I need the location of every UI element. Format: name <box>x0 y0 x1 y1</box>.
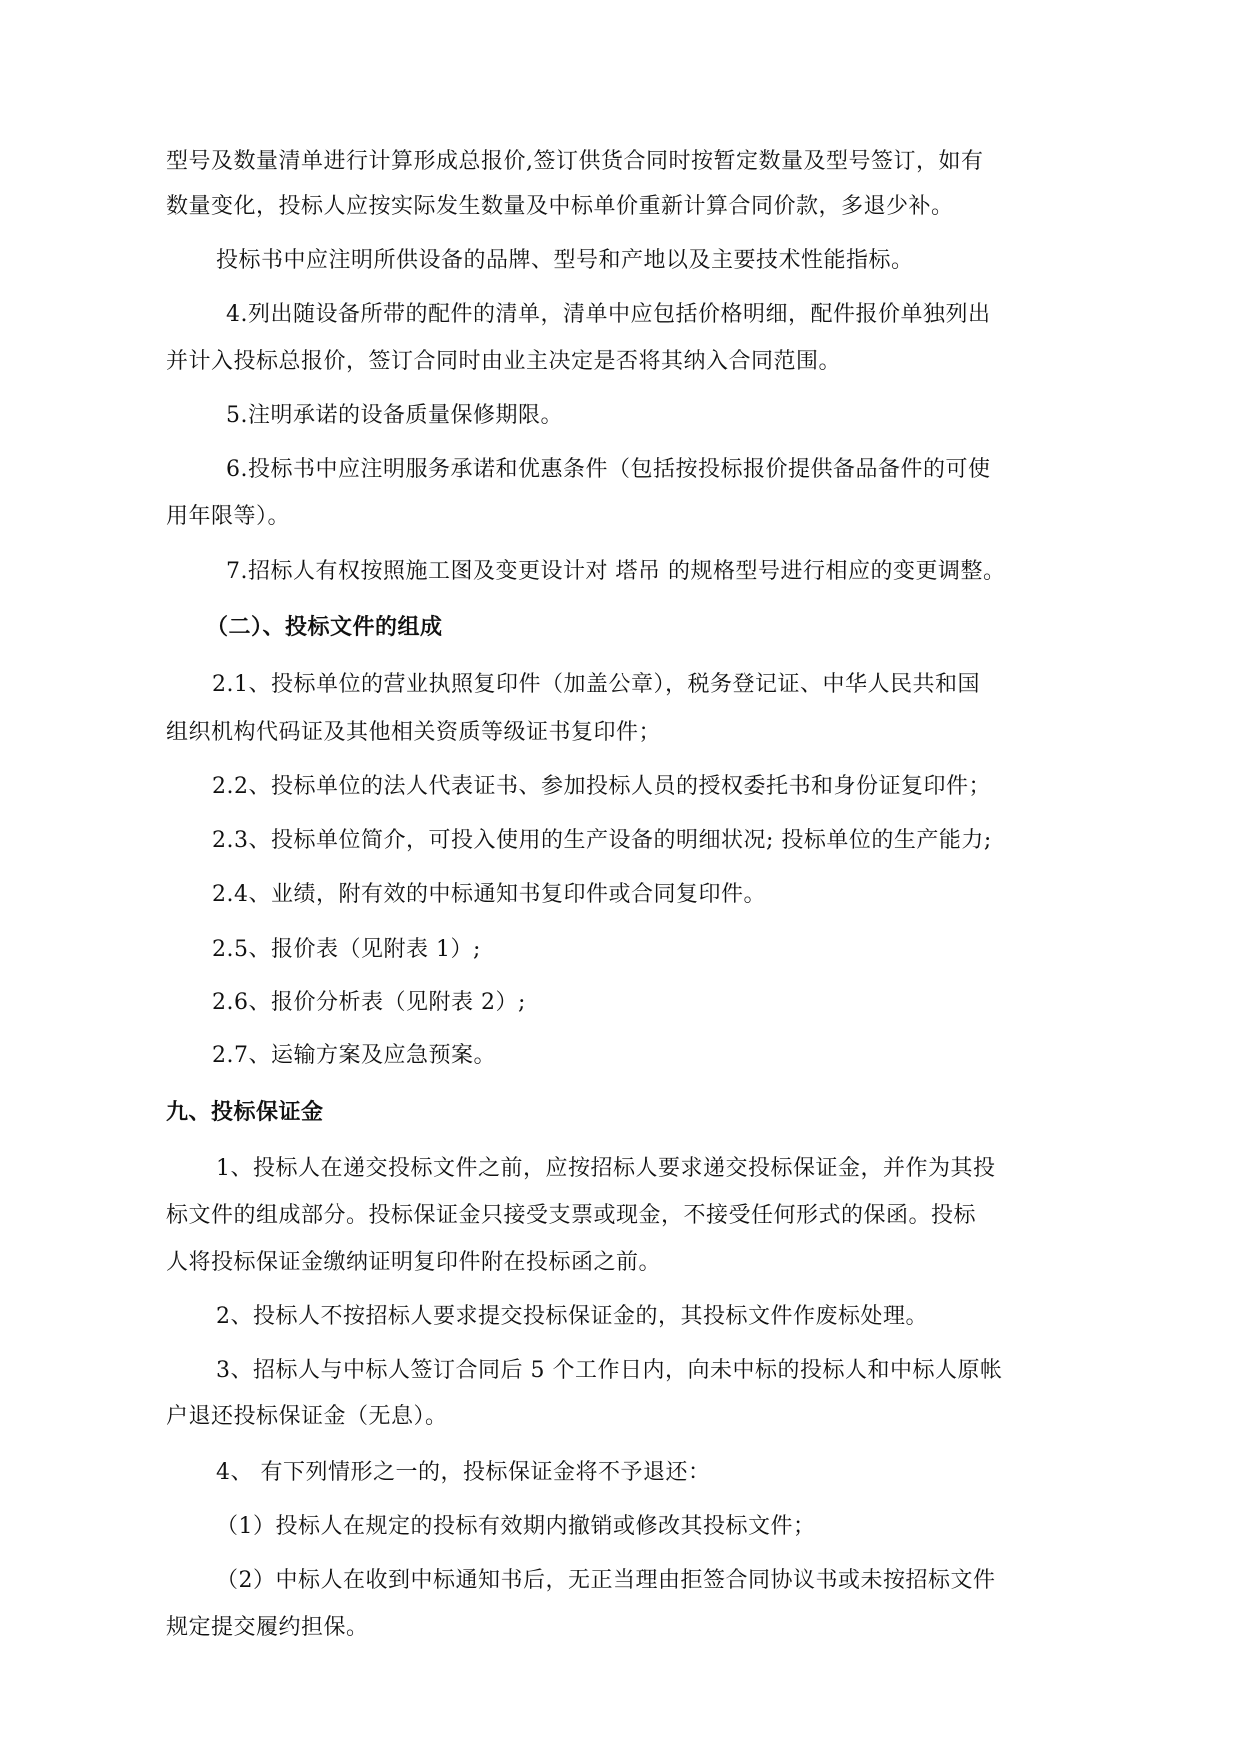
paragraph-line: 2.3、投标单位简介，可投入使用的生产设备的明细状况; 投标单位的生产能力; <box>212 828 992 853</box>
paragraph-line: 投标书中应注明所供设备的品牌、型号和产地以及主要技术性能指标。 <box>216 248 914 273</box>
paragraph-line: 3、招标人与中标人签订合同后 5 个工作日内，向未中标的投标人和中标人原帐 <box>216 1358 1003 1383</box>
paragraph-line: 规定提交履约担保。 <box>166 1615 369 1640</box>
paragraph-line: 2.5、报价表（见附表 1）; <box>212 937 481 962</box>
paragraph-line: 4、 有下列情形之一的，投标保证金将不予退还： <box>216 1460 711 1485</box>
paragraph-line: 2.6、报价分析表（见附表 2）; <box>212 990 526 1015</box>
paragraph-line: 4.列出随设备所带的配件的清单，清单中应包括价格明细，配件报价单独列出 <box>226 302 991 327</box>
section-heading: 九、投标保证金 <box>166 1100 324 1125</box>
paragraph-line: 标文件的组成部分。投标保证金只接受支票或现金，不接受任何形式的保函。投标 <box>166 1203 977 1228</box>
paragraph-line: 2、投标人不按招标人要求提交投标保证金的，其投标文件作废标处理。 <box>216 1304 928 1329</box>
paragraph-line: 2.2、投标单位的法人代表证书、参加投标人员的授权委托书和身份证复印件； <box>212 774 991 799</box>
paragraph-line: 户退还投标保证金（无息）。 <box>166 1404 448 1429</box>
paragraph-line: 人将投标保证金缴纳证明复印件附在投标函之前。 <box>166 1250 662 1275</box>
paragraph-line: （1）投标人在规定的投标有效期内撤销或修改其投标文件； <box>216 1514 816 1539</box>
section-heading: （二）、投标文件的组成 <box>206 615 443 640</box>
paragraph-line: 6.投标书中应注明服务承诺和优惠条件（包括按投标报价提供备品备件的可使 <box>226 457 991 482</box>
paragraph-line: 组织机构代码证及其他相关资质等级证书复印件； <box>166 720 662 745</box>
paragraph-line: 7.招标人有权按照施工图及变更设计对 塔吊 的规格型号进行相应的变更调整。 <box>226 559 1006 584</box>
paragraph-line: 型号及数量清单进行计算形成总报价,签订供货合同时按暂定数量及型号签订，如有 <box>166 149 984 174</box>
paragraph-line: 1、投标人在递交投标文件之前，应按招标人要求递交投标保证金，并作为其投 <box>216 1156 996 1181</box>
paragraph-line: 用年限等）。 <box>166 504 291 529</box>
paragraph-line: 数量变化，投标人应按实际发生数量及中标单价重新计算合同价款，多退少补。 <box>166 194 954 219</box>
paragraph-line: 2.7、运输方案及应急预案。 <box>212 1043 496 1068</box>
paragraph-line: 2.4、业绩，附有效的中标通知书复印件或合同复印件。 <box>212 882 766 907</box>
paragraph-line: 并计入投标总报价，签订合同时由业主决定是否将其纳入合同范围。 <box>166 349 842 374</box>
paragraph-line: （2）中标人在收到中标通知书后，无正当理由拒签合同协议书或未按招标文件 <box>216 1568 996 1593</box>
paragraph-line: 2.1、投标单位的营业执照复印件（加盖公章），税务登记证、中华人民共和国 <box>212 672 980 697</box>
paragraph-line: 5.注明承诺的设备质量保修期限。 <box>226 403 563 428</box>
